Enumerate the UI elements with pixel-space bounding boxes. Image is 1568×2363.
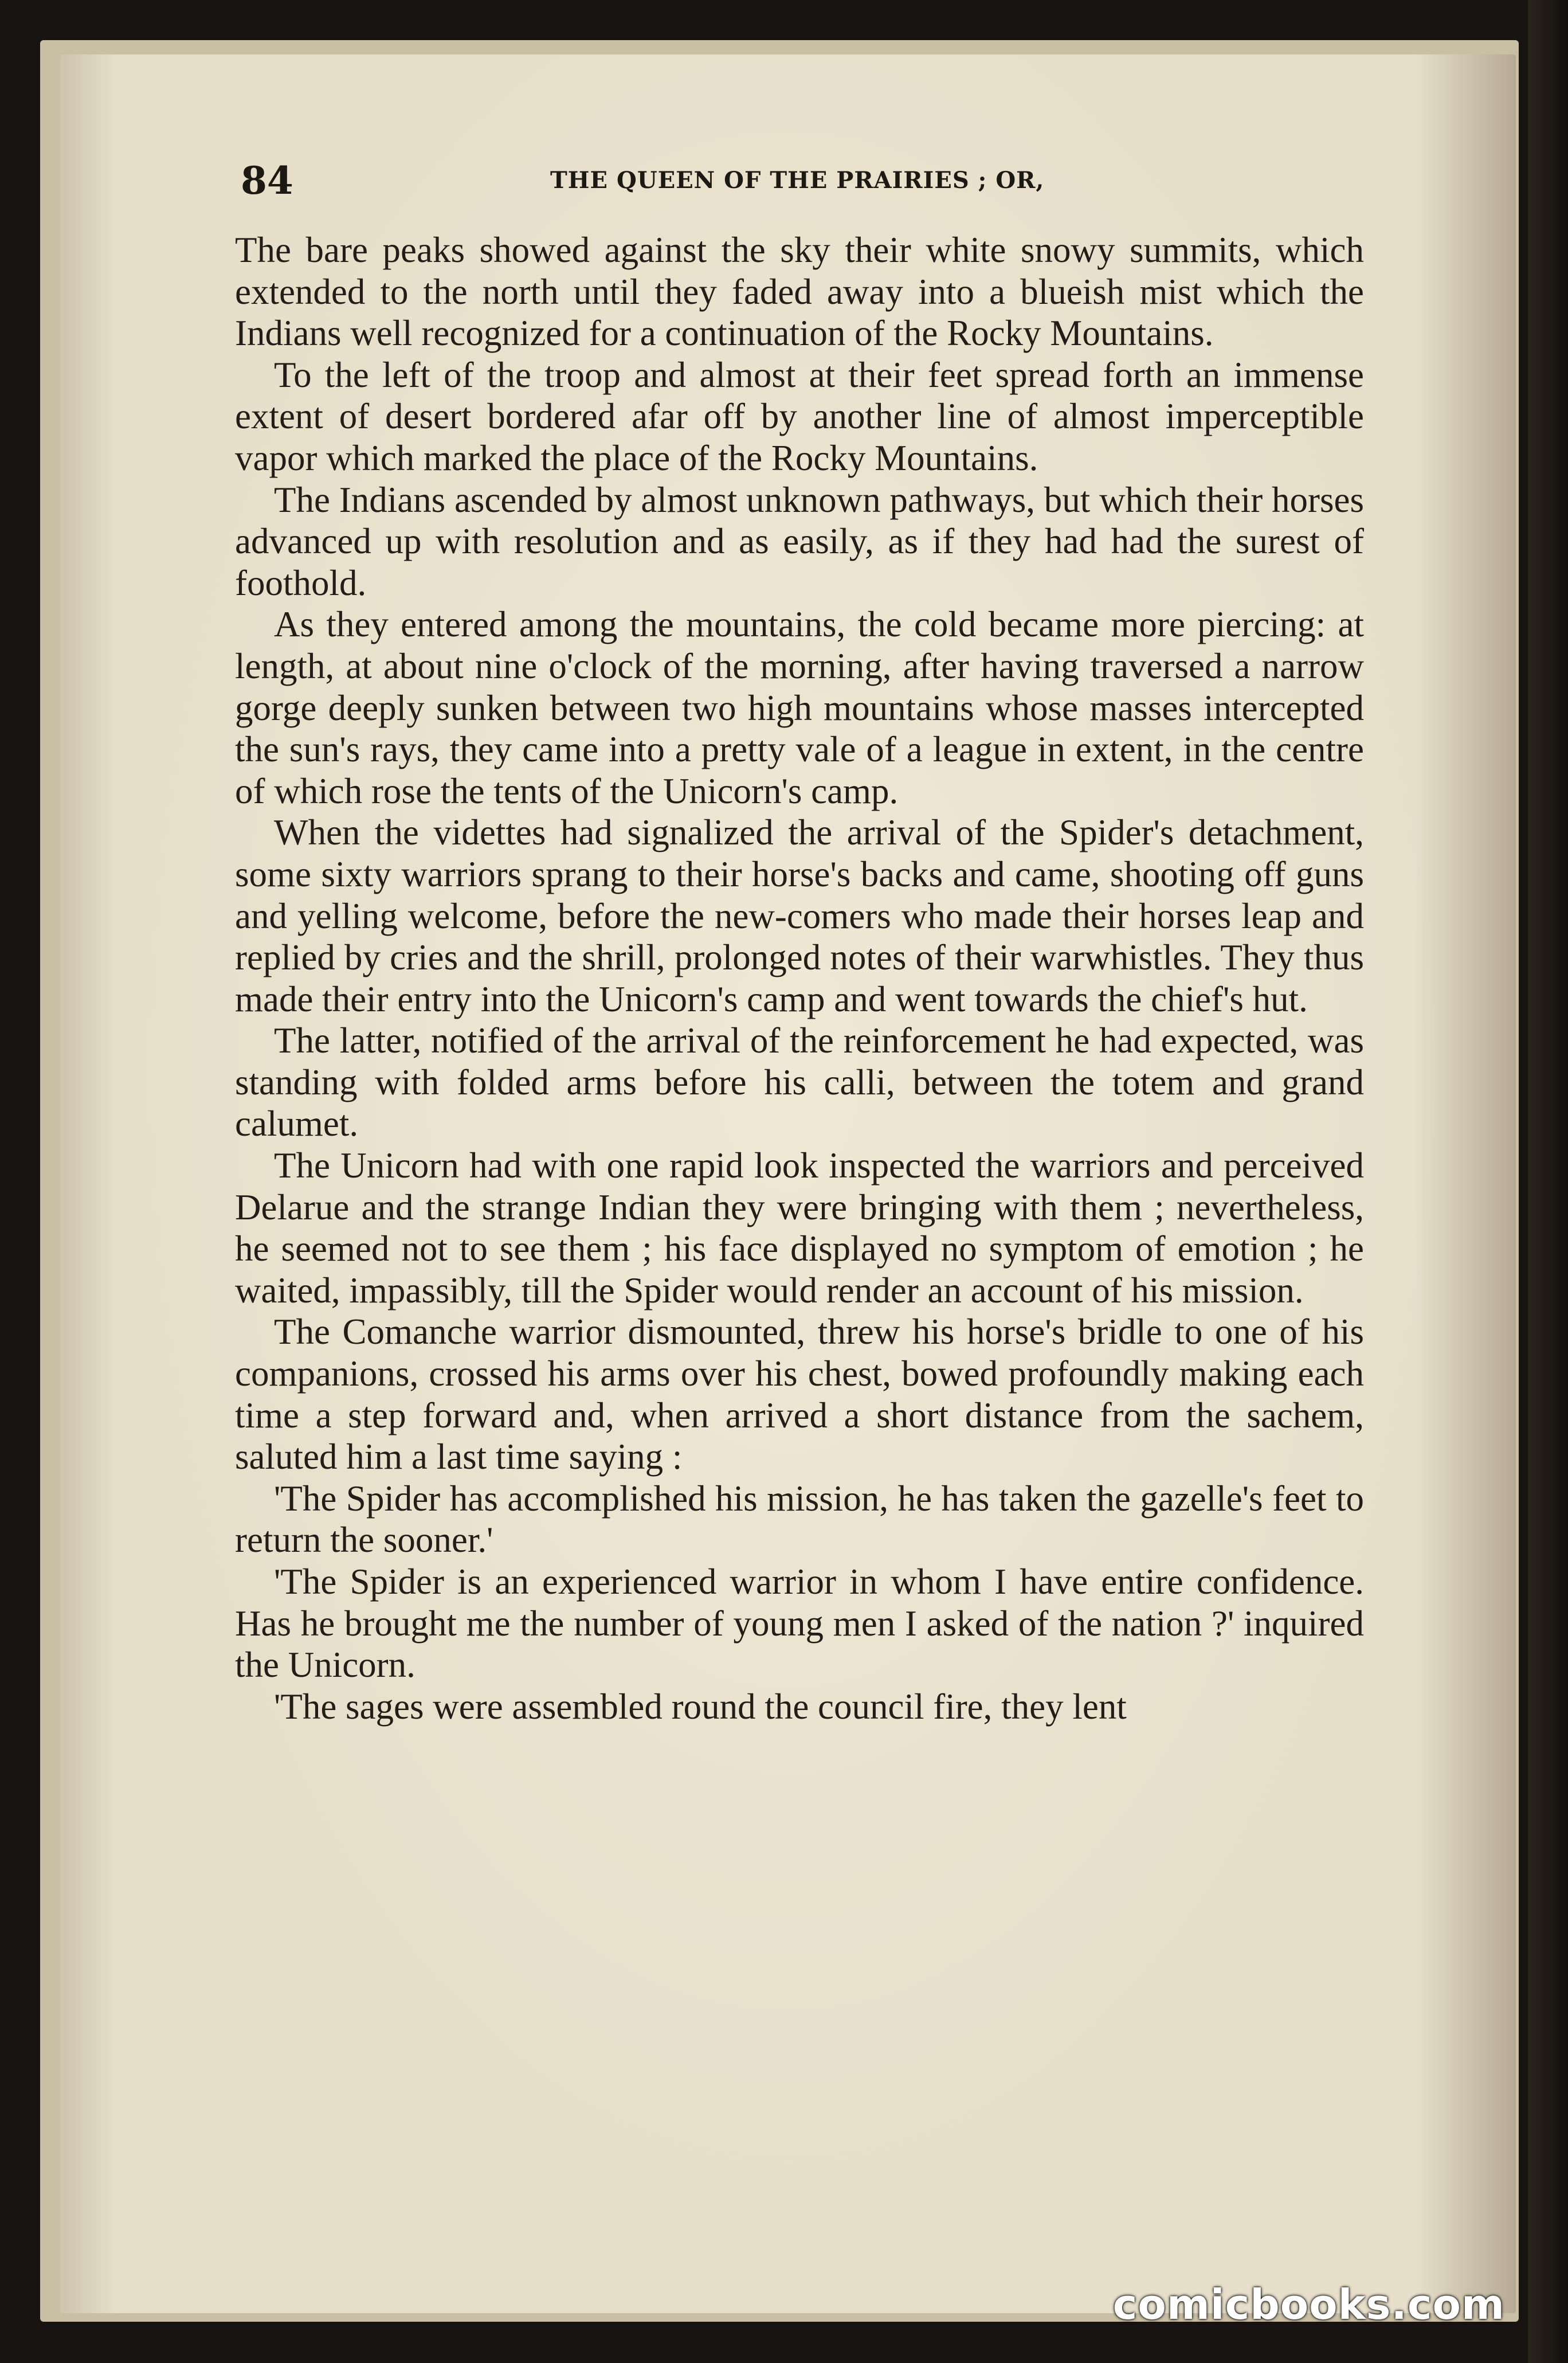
paragraph: As they entered among the mountains, the cold became more piercing: at length, at about nine o'clock of the morning, after having traversed a narrow gorge deeply sunken between two high mountains whose masses intercepted the sun's rays, they came into a pretty vale of a league in extent, in the centre of which rose the tents of the Unicorn's camp. <box>235 604 1364 811</box>
page-header <box>241 155 1358 206</box>
paragraph: 'The Spider has accomplished his mission, he has taken the gazelle's feet to return the sooner.' <box>235 1478 1364 1560</box>
watermark: comicbooks.com <box>1112 2280 1505 2329</box>
paragraph: When the videttes had signalized the arrival of the Spider's detachment, some sixty warriors sprang to their horse's backs and came, shooting off guns and yelling welcome, before the new-comers who made their horses leap and replied by cries and the shrill, prolonged notes of their warwhistles. They thus made their entry into the Unicorn's camp and went towards the chief's hut. <box>235 812 1364 1019</box>
paragraph: To the left of the troop and almost at their feet spread forth an immense extent of desert bordered afar off by another line of almost imperceptible vapor which marked the place of the Rocky Mountains. <box>235 354 1364 478</box>
paragraph: The Indians ascended by almost unknown pathways, but which their horses advanced up with resolution and as easily, as if they had had the surest of foothold. <box>235 479 1364 603</box>
paragraph: 'The Spider is an experienced warrior in whom I have entire confidence. Has he brought me the number of young men I asked of the nation ?' inquired the Unicorn. <box>235 1562 1364 1685</box>
running-head: THE QUEEN OF THE PRAIRIES ; OR, <box>550 167 1045 194</box>
paragraph: The bare peaks showed against the sky their white snowy summits, which extended to the north until they faded away into a blueish mist which the Indians well recognized for a continuation of the Rocky Mountains. <box>235 230 1364 354</box>
paragraph: The latter, notified of the arrival of the reinforcement he had expected, was standing with folded arms before his calli, between the totem and grand calumet. <box>235 1020 1364 1144</box>
paragraph: The Unicorn had with one rapid look inspected the warriors and perceived Delarue and the strange Indian they were bringing with them ; nevertheless, he seemed not to see them ; his face displayed no symptom of emotion ; he waited, impassibly, till the Spider would render an account of his mission. <box>235 1145 1364 1310</box>
book-binding-shadow <box>1528 0 1568 2363</box>
page-body-text <box>235 229 1364 1727</box>
paragraph: The Comanche warrior dismounted, threw his horse's bridle to one of his companions, crossed his arms over his chest, bowed profoundly making each time a step forward and, when arrived a short distance from the sachem, saluted him a last time saying : <box>235 1312 1364 1477</box>
paragraph: 'The sages were assembled round the council fire, they lent <box>274 1686 1127 1727</box>
page-number: 84 <box>241 158 293 203</box>
